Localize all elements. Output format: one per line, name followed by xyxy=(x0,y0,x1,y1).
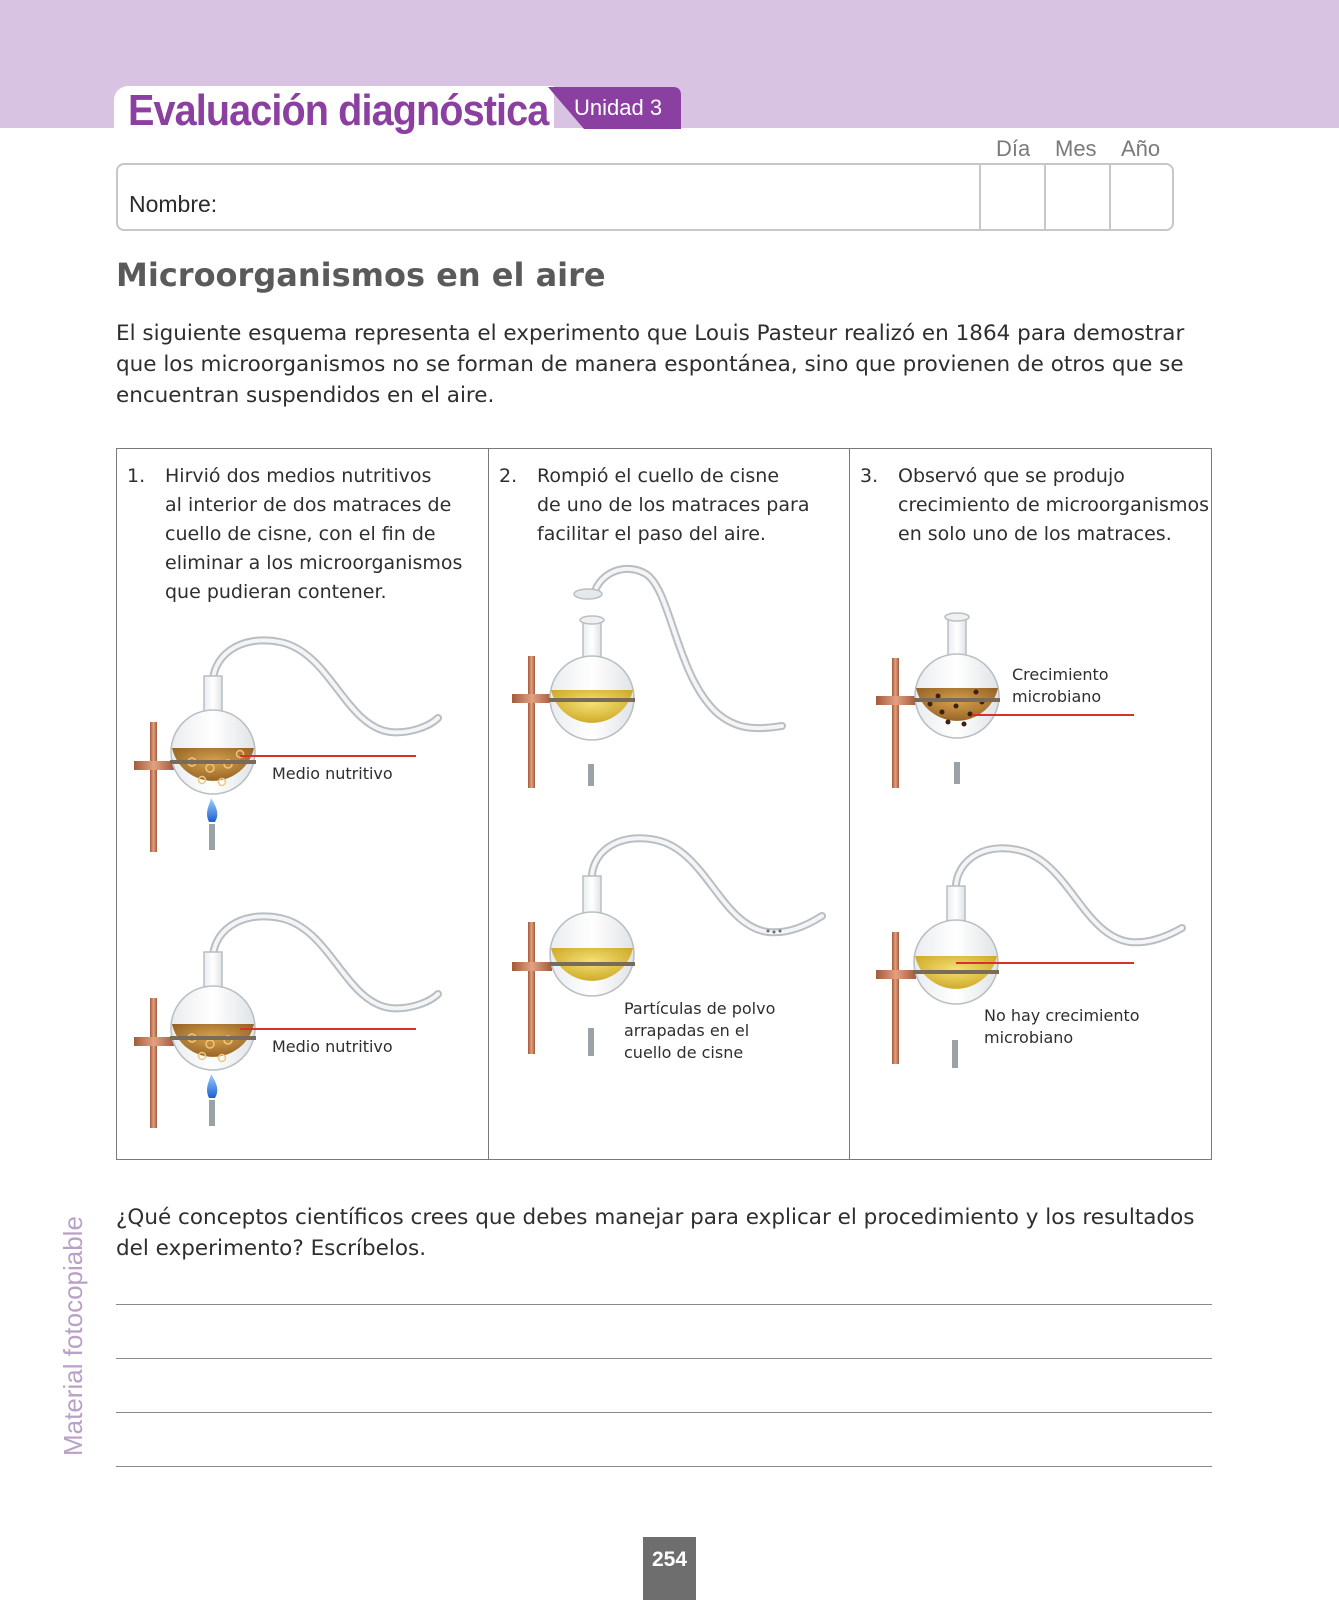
month-field-divider xyxy=(1044,163,1046,231)
flask-boiling-2 xyxy=(130,912,450,1132)
day-field-divider xyxy=(979,163,981,231)
side-caption: Material fotocopiable xyxy=(58,1216,88,1456)
label-nutrient-medium-2: Medio nutritivo xyxy=(272,1037,393,1056)
column-divider xyxy=(849,448,850,1160)
answer-line-2[interactable] xyxy=(116,1358,1212,1359)
step-3-text: Observó que se produjo crecimiento de microorganismos en solo uno de los matraces. xyxy=(898,465,1209,545)
pointer-line xyxy=(972,714,1134,716)
label-microbial-growth: Crecimiento microbiano xyxy=(1012,665,1109,706)
day-label: Día xyxy=(996,136,1031,161)
flask-broken-neck xyxy=(506,564,806,794)
year-field-divider xyxy=(1109,163,1111,231)
column-divider xyxy=(488,448,489,1160)
pointer-line xyxy=(956,962,1134,964)
label-no-growth: No hay crecimiento microbiano xyxy=(984,1006,1140,1047)
unit-badge xyxy=(548,87,681,129)
page-number: 254 xyxy=(643,1537,696,1600)
intro-paragraph: El siguiente esquema representa el experimento que Louis Pasteur realizó en 1864 para demostrar que los microorganismos no se forman de manera espontánea, sino que provienen de otros que se encuentran suspendidos en el aire. xyxy=(116,321,1185,408)
section-title: Microorganismos en el aire xyxy=(116,256,606,294)
answer-line-3[interactable] xyxy=(116,1412,1212,1413)
year-label: Año xyxy=(1121,136,1161,161)
pointer-line xyxy=(240,1028,416,1030)
month-label: Mes xyxy=(1055,136,1097,161)
answer-line-4[interactable] xyxy=(116,1466,1212,1467)
question-text: ¿Qué conceptos científicos crees que debes manejar para explicar el procedimiento y los resultados del experimento? Escríbelos. xyxy=(116,1205,1195,1261)
step-2-text: Rompió el cuello de cisne de uno de los matraces para facilitar el paso del aire. xyxy=(537,465,810,545)
name-label: Nombre: xyxy=(129,191,218,217)
step-1-number: 1. xyxy=(127,465,146,487)
label-dust-particles: Partículas de polvo arrapadas en el cuello de cisne xyxy=(624,999,776,1062)
label-nutrient-medium-1: Medio nutritivo xyxy=(272,764,393,783)
pointer-line xyxy=(240,755,416,757)
step-3-number: 3. xyxy=(860,465,879,487)
step-1-text: Hirvió dos medios nutritivos al interior de dos matraces de cuello de cisne, con el fin de eliminar a los microorganismos que pudieran contener. xyxy=(165,465,463,603)
step-2-number: 2. xyxy=(499,465,518,487)
unit-label: Unidad 3 xyxy=(574,95,663,120)
answer-line-1[interactable] xyxy=(116,1304,1212,1305)
name-field[interactable] xyxy=(116,163,1174,231)
page-title: Evaluación diagnóstica xyxy=(128,86,549,135)
flask-boiling-1 xyxy=(130,636,450,856)
